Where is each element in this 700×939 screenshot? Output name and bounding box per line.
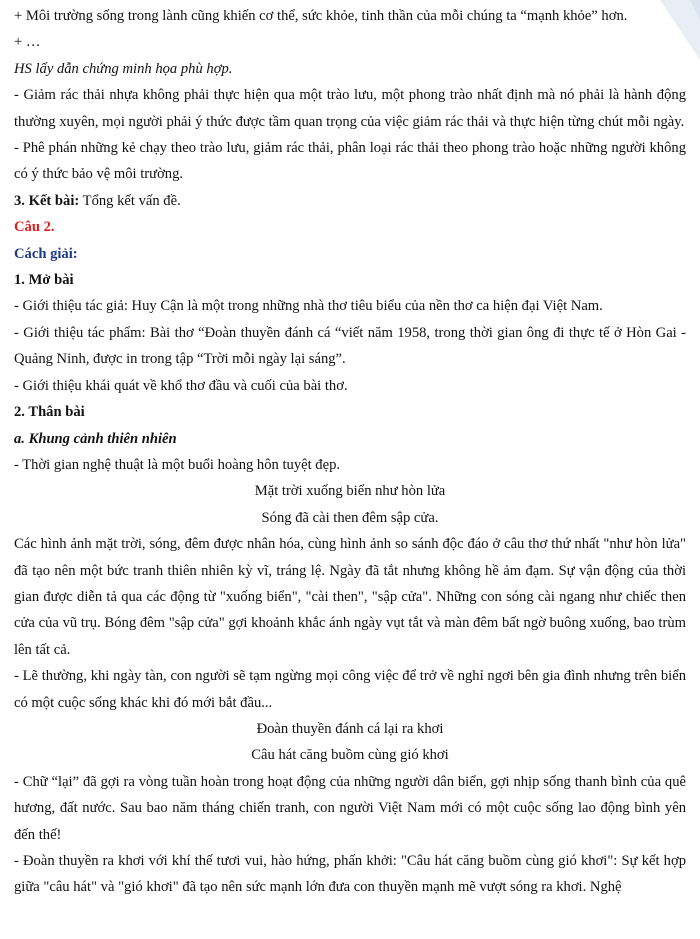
- question-heading: Câu 2.: [14, 219, 55, 236]
- section-heading: 1. Mở bài: [14, 272, 74, 289]
- paragraph: - Đoàn thuyền ra khơi với khí thế tươi vui, hào hứng, phấn khởi: "Câu hát căng buồm cùng gió khơi": Sự kết hợp giữa "câu hát" và "gió khơi" đã tạo nên sức mạnh lớn đưa con thuyền mạnh mẽ vượt sóng ra khơi. Nghệ: [14, 853, 686, 896]
- verse-line: Đoàn thuyền đánh cá lại ra khơi: [256, 720, 444, 737]
- paragraph: - Lẽ thường, khi ngày tàn, con người sẽ tạm ngừng mọi công việc để trở về nghỉ ngơi bên gia đình nhưng trên biển có một cuộc sống khác khi đó mới bắt đầu...: [14, 668, 686, 711]
- paragraph-text: Tổng kết vấn đề.: [79, 192, 181, 209]
- paragraph: + Môi trường sống trong lành cũng khiến cơ thể, sức khỏe, tinh thần của mỗi chúng ta “mạnh khỏe” hơn.: [14, 8, 628, 24]
- paragraph: - Giới thiệu tác phẩm: Bài thơ “Đoàn thuyền đánh cá “viết năm 1958, trong thời gian ông đi thực tế ở Hòn Gai - Quảng Ninh, được in trong tập “Trời mỗi ngày lại sáng”.: [14, 324, 686, 368]
- paragraph: + …: [14, 34, 41, 51]
- section-heading: 3. Kết bài:: [14, 192, 80, 209]
- paragraph: Các hình ảnh mặt trời, sóng, đêm được nhân hóa, cùng hình ảnh so sánh độc đáo ở câu thơ thứ nhất "như hòn lửa" đã tạo nên một bức tranh thiên nhiên kỳ vĩ, tráng lệ. Ngày đã tắt nhưng không hề ảm đạm. Sự vận động của thời gian được diễn tả qua các động từ "xuống biển", "cài then", "sập cửa". Những con sóng cài ngang như chiếc then cửa của vũ trụ. Bóng đêm "sập cửa" gợi khoảnh khắc ánh ngày vụt tắt và màn đêm bất ngờ buông xuống, bao trùm lên tất cả.: [14, 536, 686, 658]
- paragraph: - Giới thiệu khái quát về khổ thơ đầu và cuối của bài thơ.: [14, 377, 348, 394]
- paragraph: - Thời gian nghệ thuật là một buổi hoàng hôn tuyệt đẹp.: [14, 456, 341, 473]
- verse-line: Sóng đã cài then đêm sập cửa.: [261, 509, 439, 526]
- paragraph: - Giảm rác thải nhựa không phải thực hiện qua một trào lưu, một phong trào nhất định mà nó phải là hành động thường xuyên, mọi người phải ý thức được tầm quan trọng của việc giảm rác thải và thực hiện từng chút mỗi ngày.: [14, 87, 686, 130]
- verse-line: Mặt trời xuống biển như hòn lửa: [254, 483, 446, 500]
- subsection-heading: a. Khung cảnh thiên nhiên: [14, 430, 177, 447]
- paragraph: - Chữ “lại” đã gợi ra vòng tuần hoàn trong hoạt động của những người dân biển, gợi nhịp sống thanh bình của quê hương, đất nước. Sau bao năm tháng chiến tranh, con người Việt Nam mới có một cuộc sống lao động bình yên đến thế!: [14, 773, 686, 843]
- section-heading: 2. Thân bài: [14, 404, 85, 421]
- paragraph: - Phê phán những kẻ chạy theo trào lưu, giảm rác thải, phân loại rác thải theo phong trào hoặc những người không có ý thức bảo vệ môi trường.: [14, 140, 686, 183]
- conclusion-line: [14, 188, 686, 214]
- paragraph: - Giới thiệu tác giả: Huy Cận là một trong những nhà thơ tiêu biểu của nền thơ ca hiện đại Việt Nam.: [14, 298, 603, 315]
- instruction-note: HS lấy dẫn chứng minh họa phù hợp.: [14, 60, 233, 77]
- verse-line: Câu hát căng buồm cùng gió khơi: [251, 747, 449, 764]
- solution-heading: Cách giải:: [14, 245, 78, 262]
